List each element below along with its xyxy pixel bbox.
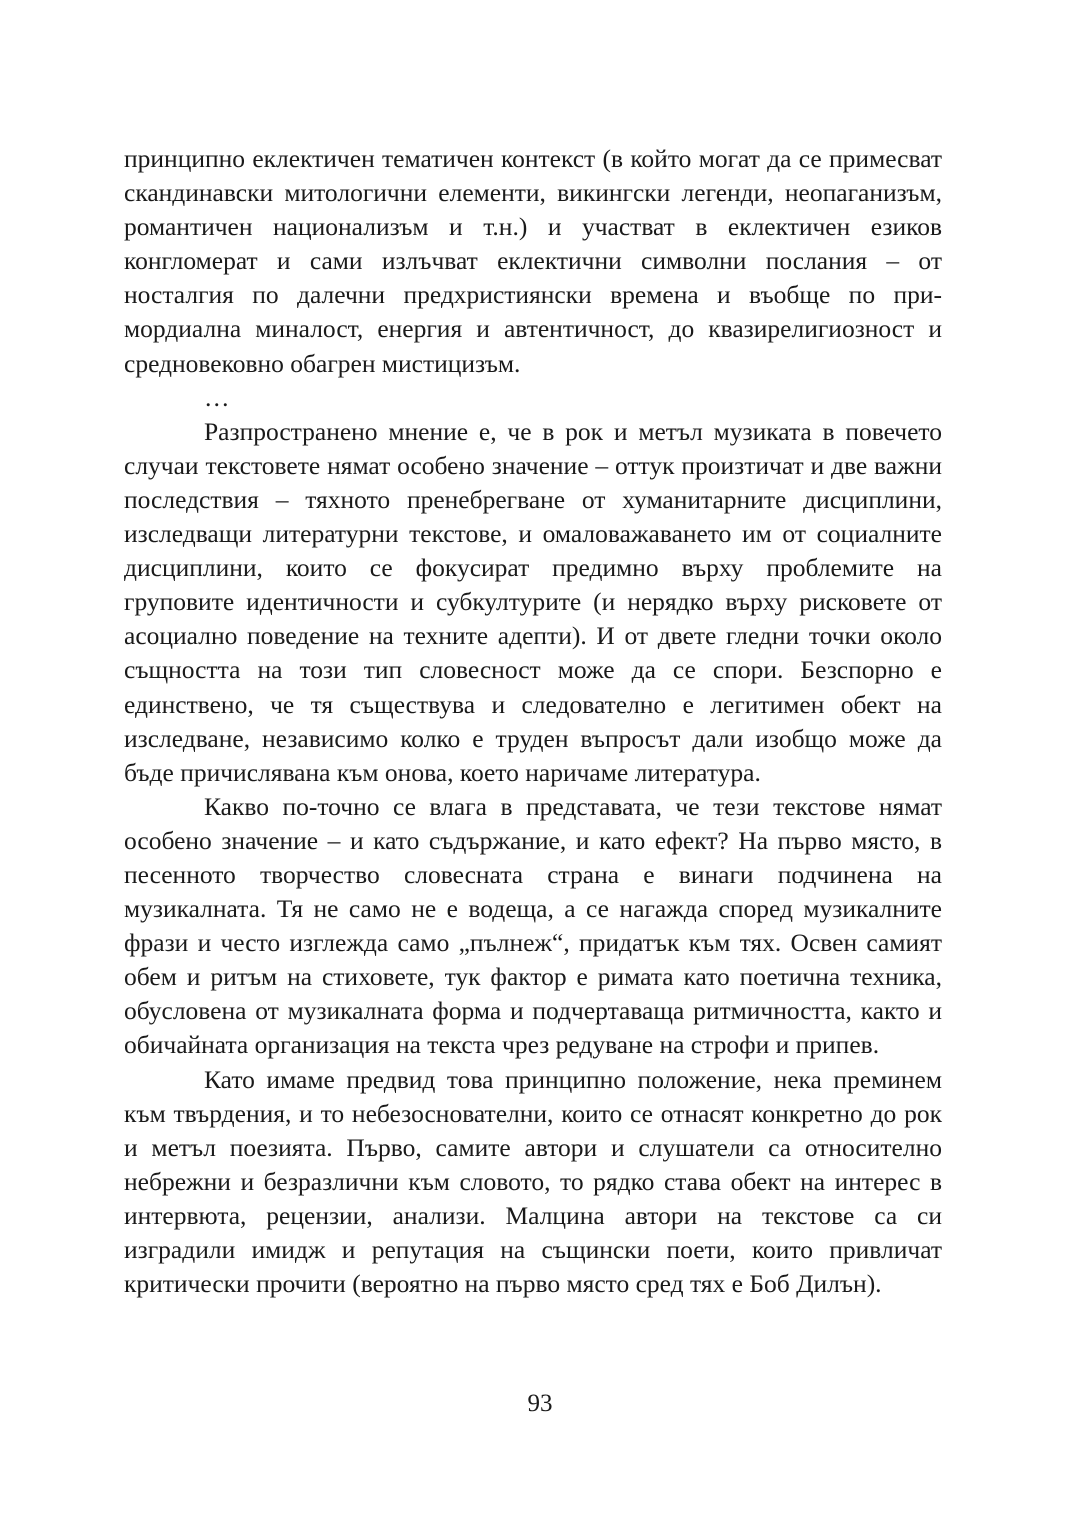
page-number: 93 — [527, 1390, 553, 1417]
paragraph: Разпространено мнение е, че в рок и метъл музиката в повечето случаи текстовете нямат особено значение – оттук произтичат и две важни последствия – тяхното пренебрегване от хуманитарните дисциплини, изследващи литературни текстове, и омаловажаването им от социалните дисциплини, които се фокусират предимно върху проблемите на груповите идентичности и субкултурите (и нерядко върху рисковете от асоциално поведение на техните адепти). И от двете гледни точки около същността на този тип словесност може да се спори. Безспорно е единствено, че тя съществува и следователно е легитимен обект на изследване, независимо колко е труден въпросът дали изобщо може да бъде причислявана към онова, което наричаме литература. — [124, 416, 942, 787]
paragraph-continuation: принципно еклектичен тематичен контекст (в който могат да се примесват скандинавски митологични елементи, викингски легенди, неопаганизъм, романтичен национализъм и т.н.) и участват в еклектичен езиков конгломерат и сами излъчват еклектични символни послания – от носталгия по далечни предхристиянски времена и въобще по примордиална миналост, енергия и автентичност, до квазирелигиозност и средновековно обагрен мистицизъм. — [124, 144, 942, 378]
paragraph: Като имаме предвид това принципно положение, нека преминем към твърдения, и то небезоснователни, които се отнасят конкретно до рок и метъл поезията. Първо, самите автори и слушатели са относително небрежни и безразлични към словото, то рядко става обект на интерес в интервюта, рецензии, анализи. Малцина автори на текстове са си изградили имидж и репутация на същински поети, които привличат критически прочити (вероятно на първо място сред тях е Боб Дилън). — [124, 1064, 942, 1299]
paragraph: Какво по-точно се влага в представата, че тези текстове нямат особено значение – и като съдържание, и като ефект? На първо място, в песенното творчество словесната страна е винаги подчинена на музикалната. Тя не само не е водеща, а се нагажда според музикалните фрази и често изглежда само „пълнеж“, придатък към тях. Освен самият обем и ритъм на стиховете, тук фактор е римата като поетична техника, обусловена от музикалната форма и подчертаваща ритмичността, както и обичайната организация на текста чрез редуване на строфи и припев. — [124, 791, 942, 1060]
body-text — [124, 142, 942, 1301]
ellipsis-separator: … — [204, 382, 230, 412]
